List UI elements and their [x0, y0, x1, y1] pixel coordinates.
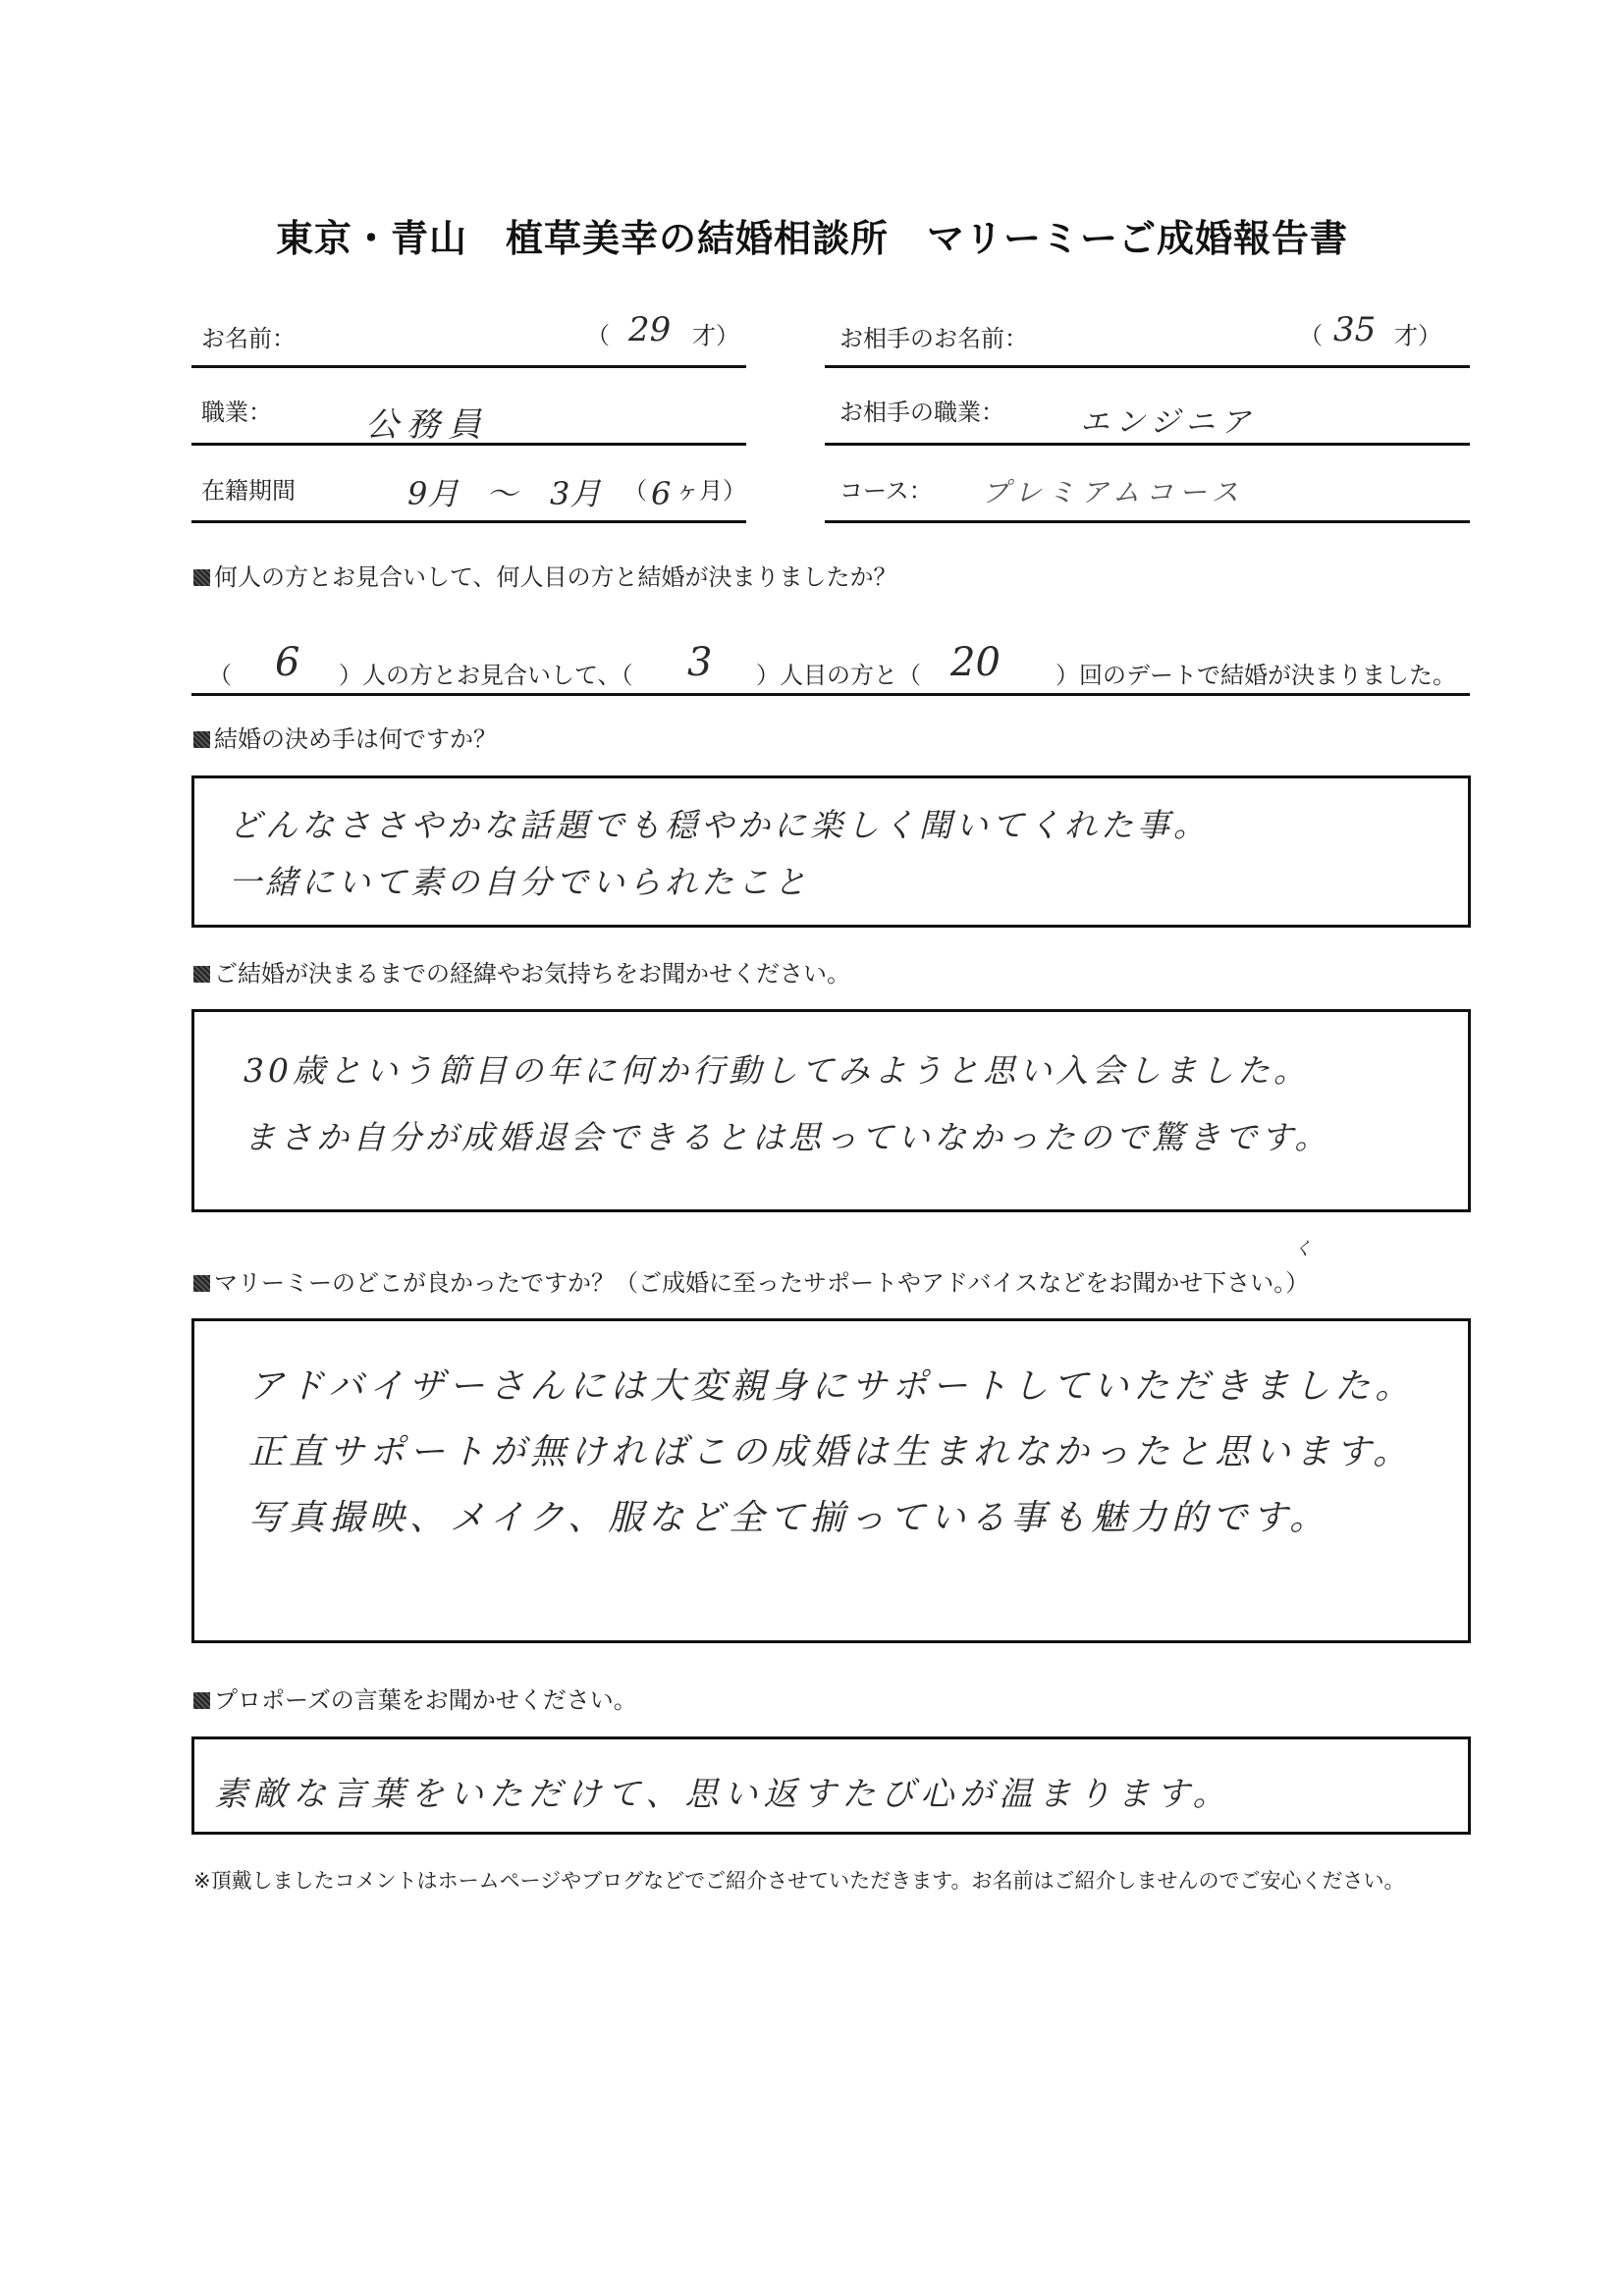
- age-unit: 才）: [692, 322, 739, 349]
- bullet-square-icon: [193, 1275, 210, 1292]
- bullet-square-icon: [193, 1692, 210, 1709]
- answer-2-line-2: 一緒にいて素の自分でいられたこと: [229, 863, 810, 901]
- report-title: 東京・青山 植草美幸の結婚相談所 マリーミーご成婚報告書: [275, 217, 1348, 260]
- question-4-text: マリーミーのどこが良かったですか？（ご成婚に至ったサポートやアドバイスなどをお聞かせ下さい。）: [214, 1269, 1310, 1297]
- period-months: 6: [651, 475, 672, 512]
- partner-age-unit: 才）: [1394, 322, 1441, 349]
- question-2-text: 結婚の決め手は何ですか？: [214, 725, 497, 753]
- handwritten-correction-mark: く: [1294, 1239, 1312, 1259]
- age-open-paren: （: [586, 322, 610, 349]
- answer-5-line-1: 素敵な言葉をいただけて、思い返すたび心が温まります。: [214, 1775, 1232, 1814]
- q1-text-1: ）人の方とお見合いして、（: [339, 662, 633, 689]
- period-underline: [191, 520, 746, 523]
- question-1-text: 何人の方とお見合いして、何人目の方と結婚が決まりましたか？: [214, 563, 897, 591]
- answer-box-2: [191, 775, 1471, 928]
- period-end: 3月: [550, 475, 602, 512]
- job-value: 公務員: [365, 405, 489, 445]
- met-count-value: 6: [275, 640, 300, 685]
- answer-box-5: [191, 1736, 1471, 1835]
- period-unit: ヶ月）: [676, 477, 746, 505]
- met-open-paren: （: [208, 662, 232, 689]
- question-1: [193, 558, 897, 592]
- job-underline: [191, 443, 746, 446]
- answer-4-line-2: 正直サポートが無ければこの成婚は生まれなかったと思います。: [248, 1432, 1414, 1472]
- period-start: 9月: [407, 475, 460, 512]
- answer-4-line-1: アドバイザーさんには大変親身にサポートしていただきました。: [248, 1366, 1416, 1407]
- question-3-text: ご結婚が決まるまでの経緯やお気持ちをお聞かせください。: [214, 960, 850, 988]
- footnote: ※頂戴しましたコメントはホームページやブログなどでご紹介させていただきます。お名前はご紹介しませんのでご安心ください。: [193, 1869, 1405, 1893]
- answer-box-4: [191, 1318, 1471, 1643]
- question-5: [193, 1681, 637, 1715]
- question-4: [193, 1263, 1309, 1298]
- partner-age-open-paren: （: [1299, 322, 1323, 349]
- answer-4-line-3: 写真撮映、メイク、服など全て揃っている事も魅力的です。: [248, 1498, 1330, 1538]
- bullet-square-icon: [193, 966, 210, 983]
- partner-name-underline: [825, 365, 1470, 368]
- period-separator: ～: [486, 475, 518, 512]
- answer-3-line-2: まさか自分が成婚退会できるとは思っていなかったので驚きです。: [244, 1118, 1331, 1156]
- job-label: 職業：: [201, 399, 272, 426]
- answer-box-3: [191, 1009, 1471, 1212]
- bullet-square-icon: [193, 569, 210, 586]
- course-value: プレミアムコース: [982, 476, 1245, 508]
- period-open-paren: （: [623, 477, 647, 505]
- q1-text-3: ）回のデートで結婚が決まりました。: [1056, 662, 1456, 689]
- answer-3-line-1: 30歳という節目の年に何か行動してみようと思い入会しました。: [244, 1051, 1310, 1090]
- age-value: 29: [628, 310, 672, 349]
- partner-job-underline: [825, 443, 1470, 446]
- date-count-value: 20: [950, 640, 1001, 685]
- name-underline: [191, 365, 746, 368]
- answer-2-line-1: どんなささやかな話題でも穏やかに楽しく聞いてくれた事。: [229, 806, 1210, 844]
- partner-job-value: エンジニア: [1080, 405, 1257, 440]
- course-underline: [825, 520, 1470, 523]
- course-label: コース：: [839, 477, 933, 505]
- partner-name-label: お相手のお名前：: [839, 325, 1028, 352]
- question-5-text: プロポーズの言葉をお聞かせください。: [214, 1686, 637, 1714]
- nth-person-value: 3: [687, 640, 713, 685]
- bullet-square-icon: [193, 731, 210, 748]
- question-3: [193, 954, 850, 988]
- q1-text-2: ）人目の方と（: [756, 662, 921, 689]
- name-label: お名前：: [201, 325, 296, 352]
- partner-job-label: お相手の職業：: [839, 399, 1004, 426]
- partner-age-value: 35: [1333, 310, 1377, 349]
- q1-underline: [191, 693, 1470, 696]
- question-2: [193, 720, 497, 754]
- period-label: 在籍期間: [201, 477, 296, 505]
